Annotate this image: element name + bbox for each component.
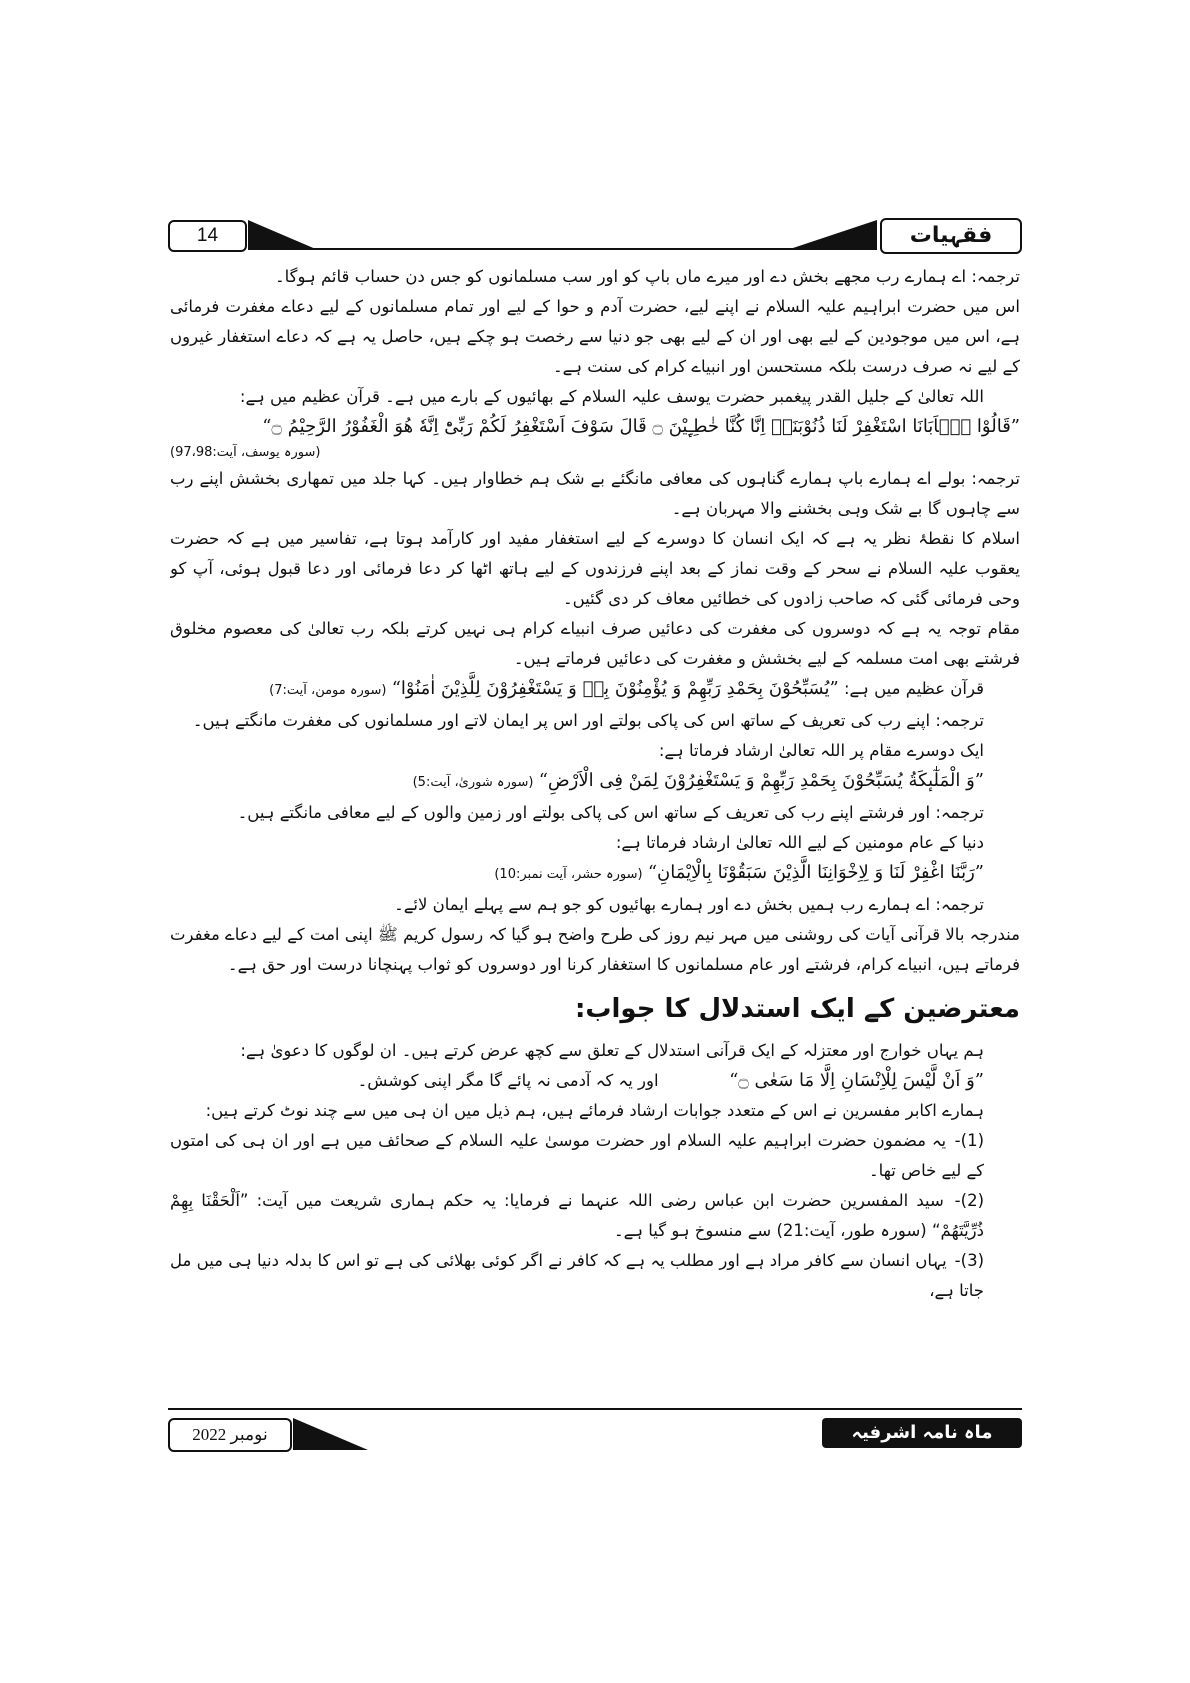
body-paragraph: ہم یہاں خوارج اور معتزلہ کے ایک قرآنی استدلال کے تعلق سے کچھ عرض کرتے ہیں۔ ان لوگوں کا دعویٰ ہے: — [240, 1041, 984, 1060]
verse-paragraph — [170, 766, 1020, 798]
header-ornament-left — [248, 220, 318, 250]
magazine-name: ماہ نامہ اشرفیہ — [822, 1418, 1022, 1448]
page-number: 14 — [168, 220, 247, 252]
header-rule — [248, 248, 877, 250]
body-paragraph: مقام توجہ یہ ہے کہ دوسروں کی مغفرت کی دعائیں صرف انبیاے کرام ہی نہیں کرتے بلکہ رب تعالیٰ کی معصوم مخلوق فرشتے بھی امت مسلمہ کے لیے بخشش و مغفرت کی دعائیں فرماتے ہیں۔ — [170, 619, 1020, 668]
verse-reference: (سورہ شوریٰ، آیت:5) — [412, 775, 534, 790]
quran-verse: ”وَ اَنْ لَّیْسَ لِلْاِنْسَانِ اِلَّا مَا سَعٰى ۝“ — [729, 1070, 984, 1091]
list-text: یہاں انسان سے کافر مراد ہے اور مطلب یہ ہے کہ کافر نے اگر کوئی بھلائی کی ہے تو اس کا بدلہ دنیا ہی میں مل جاتا ہے، — [170, 1251, 984, 1300]
list-text: یہ مضمون حضرت ابراہیم علیہ السلام اور حضرت موسیٰ علیہ السلام کے صحائف میں ہے اور ان ہی کی امتوں کے لیے خاص تھا۔ — [170, 1131, 984, 1180]
header-ornament-right — [787, 220, 877, 250]
translation-paragraph: ترجمہ: اے ہمارے رب مجھے بخش دے اور میرے ماں باپ کو اور سب مسلمانوں کو جس دن حساب قائم ہوگا۔ — [274, 267, 1020, 286]
section-heading: معترضین کے ایک استدلال کا جواب: — [575, 994, 1020, 1024]
body-paragraph: مندرجہ بالا قرآنی آیات کی روشنی میں مہر نیم روز کی طرح واضح ہو گیا کہ رسول کریم ﷺ اپنی امت کے لیے دعاے مغفرت فرماتے ہیں، انبیاے کرام، فرشتے اور عام مسلمانوں کا استغفار کرنا اور دوسروں کو ثواب پہنچانا درست اور حق ہے۔ — [170, 925, 1020, 974]
page-footer — [168, 1408, 1022, 1458]
body-paragraph: ہمارے اکابر مفسرین نے اس کے متعدد جوابات ارشاد فرمائے ہیں، ہم ذیل میں ان ہی میں سے چند نوٹ کرتے ہیں: — [205, 1101, 984, 1120]
body-paragraph: اللہ تعالیٰ کے جلیل القدر پیغمبر حضرت یوسف علیہ السلام کے بھائیوں کے بارے میں ہے۔ قرآن عظیم میں ہے: — [239, 387, 984, 406]
verse-lead: قرآن عظیم میں ہے: — [838, 679, 984, 698]
footer-rule — [168, 1408, 1022, 1410]
page-header — [168, 212, 1022, 252]
section-title: فقہیات — [880, 218, 1022, 254]
footer-ornament — [293, 1418, 368, 1450]
list-item — [170, 1246, 1020, 1306]
body-paragraph: اس میں حضرت ابراہیم علیہ السلام نے اپنے لیے، حضرت آدم و حوا کے لیے اور تمام مسلمانوں کے لیے دعاے مغفرت فرمائی ہے، اس میں موجودین کے لیے بھی اور ان کے لیے بھی جو دنیا سے رخصت ہو چکے ہیں، حاصل یہ ہے کہ دعاے استغفار غیروں کے لیے نہ صرف درست بلکہ مستحسن اور انبیاے کرام کی سنت ہے۔ — [170, 297, 1020, 376]
list-item — [170, 1186, 1020, 1246]
article-body — [170, 262, 1020, 1352]
verse-paragraph — [170, 674, 1020, 706]
quran-verse: ”وَ الْمَلٰٓىٕكَةُ یُسَبِّحُوْنَ بِحَمْدِ رَبِّهِمْ وَ یَسْتَغْفِرُوْنَ لِمَنْ فِی الْاَرْضِ“ — [538, 770, 984, 791]
verse-reference: (سورہ مومن، آیت:7) — [269, 683, 387, 698]
translation-paragraph: ترجمہ: اپنے رب کی تعریف کے ساتھ اس کی پاکی بولتے اور اس پر ایمان لاتے اور مسلمانوں کی مغفرت مانگتے ہیں۔ — [192, 711, 984, 730]
verse-translation: اور یہ کہ آدمی نہ پائے گا مگر اپنی کوشش۔ — [357, 1071, 659, 1090]
issue-date: نومبر 2022 — [168, 1418, 292, 1452]
body-paragraph: اسلام کا نقطۂ نظر یہ ہے کہ ایک انسان کا دوسرے کے لیے استغفار مفید اور کارآمد ہوتا ہے، تفاسیر میں ہے کہ حضرت یعقوب علیہ السلام نے سحر کے وقت نماز کے بعد اپنے فرزندوں کے لیے ہاتھ اٹھا کر دعا فرمائی اور دعا قبول ہوئی، آپ کو وحی فرمائی گئی کہ صاحب زادوں کی خطائیں معاف کر دی گئیں۔ — [170, 529, 1020, 608]
translation-paragraph: ترجمہ: بولے اے ہمارے باپ ہمارے گناہوں کی معافی مانگئے بے شک ہم خطاوار ہیں۔ کہا جلد میں تمھاری بخشش اپنے رب سے چاہوں گا بے شک وہی بخشنے والا مہربان ہے۔ — [170, 469, 1020, 518]
list-number: (3)- — [954, 1251, 985, 1270]
body-paragraph: دنیا کے عام مومنین کے لیے اللہ تعالیٰ ارشاد فرماتا ہے: — [615, 833, 984, 852]
list-number: (1)- — [954, 1131, 984, 1150]
verse-paragraph — [170, 858, 1020, 890]
quran-verse: ”قَالُوْا یٰۤاَبَانَا اسْتَغْفِرْ لَنَا ذُنُوْبَنَاۤ اِنَّا كُنَّا خٰطِـِٕیْنَ ۝ قَالَ سَوْفَ اَسْتَغْفِرُ لَكُمْ رَبِّیْؕ اِنَّهٗ هُوَ الْغَفُوْرُ الرَّحِیْمُ ۝“ — [262, 416, 1020, 437]
quran-verse: ”یُسَبِّحُوْنَ بِحَمْدِ رَبِّهِمْ وَ یُؤْمِنُوْنَ بِهٖ وَ یَسْتَغْفِرُوْنَ لِلَّذِیْنَ اٰمَنُوْا“ — [391, 678, 839, 699]
list-number: (2)- — [954, 1191, 984, 1210]
verse-paragraph — [170, 1066, 1020, 1096]
list-text: سید المفسرین حضرت ابن عباس رضی اللہ عنہما نے فرمایا: یہ حکم ہماری شریعت میں آیت: ”اَلْحَقْنَا بِهِمْ ذُرِّیَّتَهُمْ“ (سورہ طور، آیت:21) سے منسوخ ہو گیا ہے۔ — [170, 1191, 984, 1240]
quran-verse: ”رَبَّنَا اغْفِرْ لَنَا وَ لِاِخْوَانِنَا الَّذِیْنَ سَبَقُوْنَا بِالْاِیْمَانِ“ — [647, 862, 984, 883]
verse-reference: (سورہ یوسف، آیت:97،98) — [170, 445, 321, 460]
translation-paragraph: ترجمہ: اے ہمارے رب ہمیں بخش دے اور ہمارے بھائیوں کو جو ہم سے پہلے ایمان لائے۔ — [394, 895, 984, 914]
verse-reference: (سورہ حشر، آیت نمبر:10) — [494, 867, 643, 882]
body-paragraph: ایک دوسرے مقام پر اللہ تعالیٰ ارشاد فرماتا ہے: — [658, 741, 984, 760]
list-item — [170, 1126, 1020, 1186]
translation-paragraph: ترجمہ: اور فرشتے اپنے رب کی تعریف کے ساتھ اس کی پاکی بولتے اور زمین والوں کے لیے معافی مانگتے ہیں۔ — [237, 803, 984, 822]
